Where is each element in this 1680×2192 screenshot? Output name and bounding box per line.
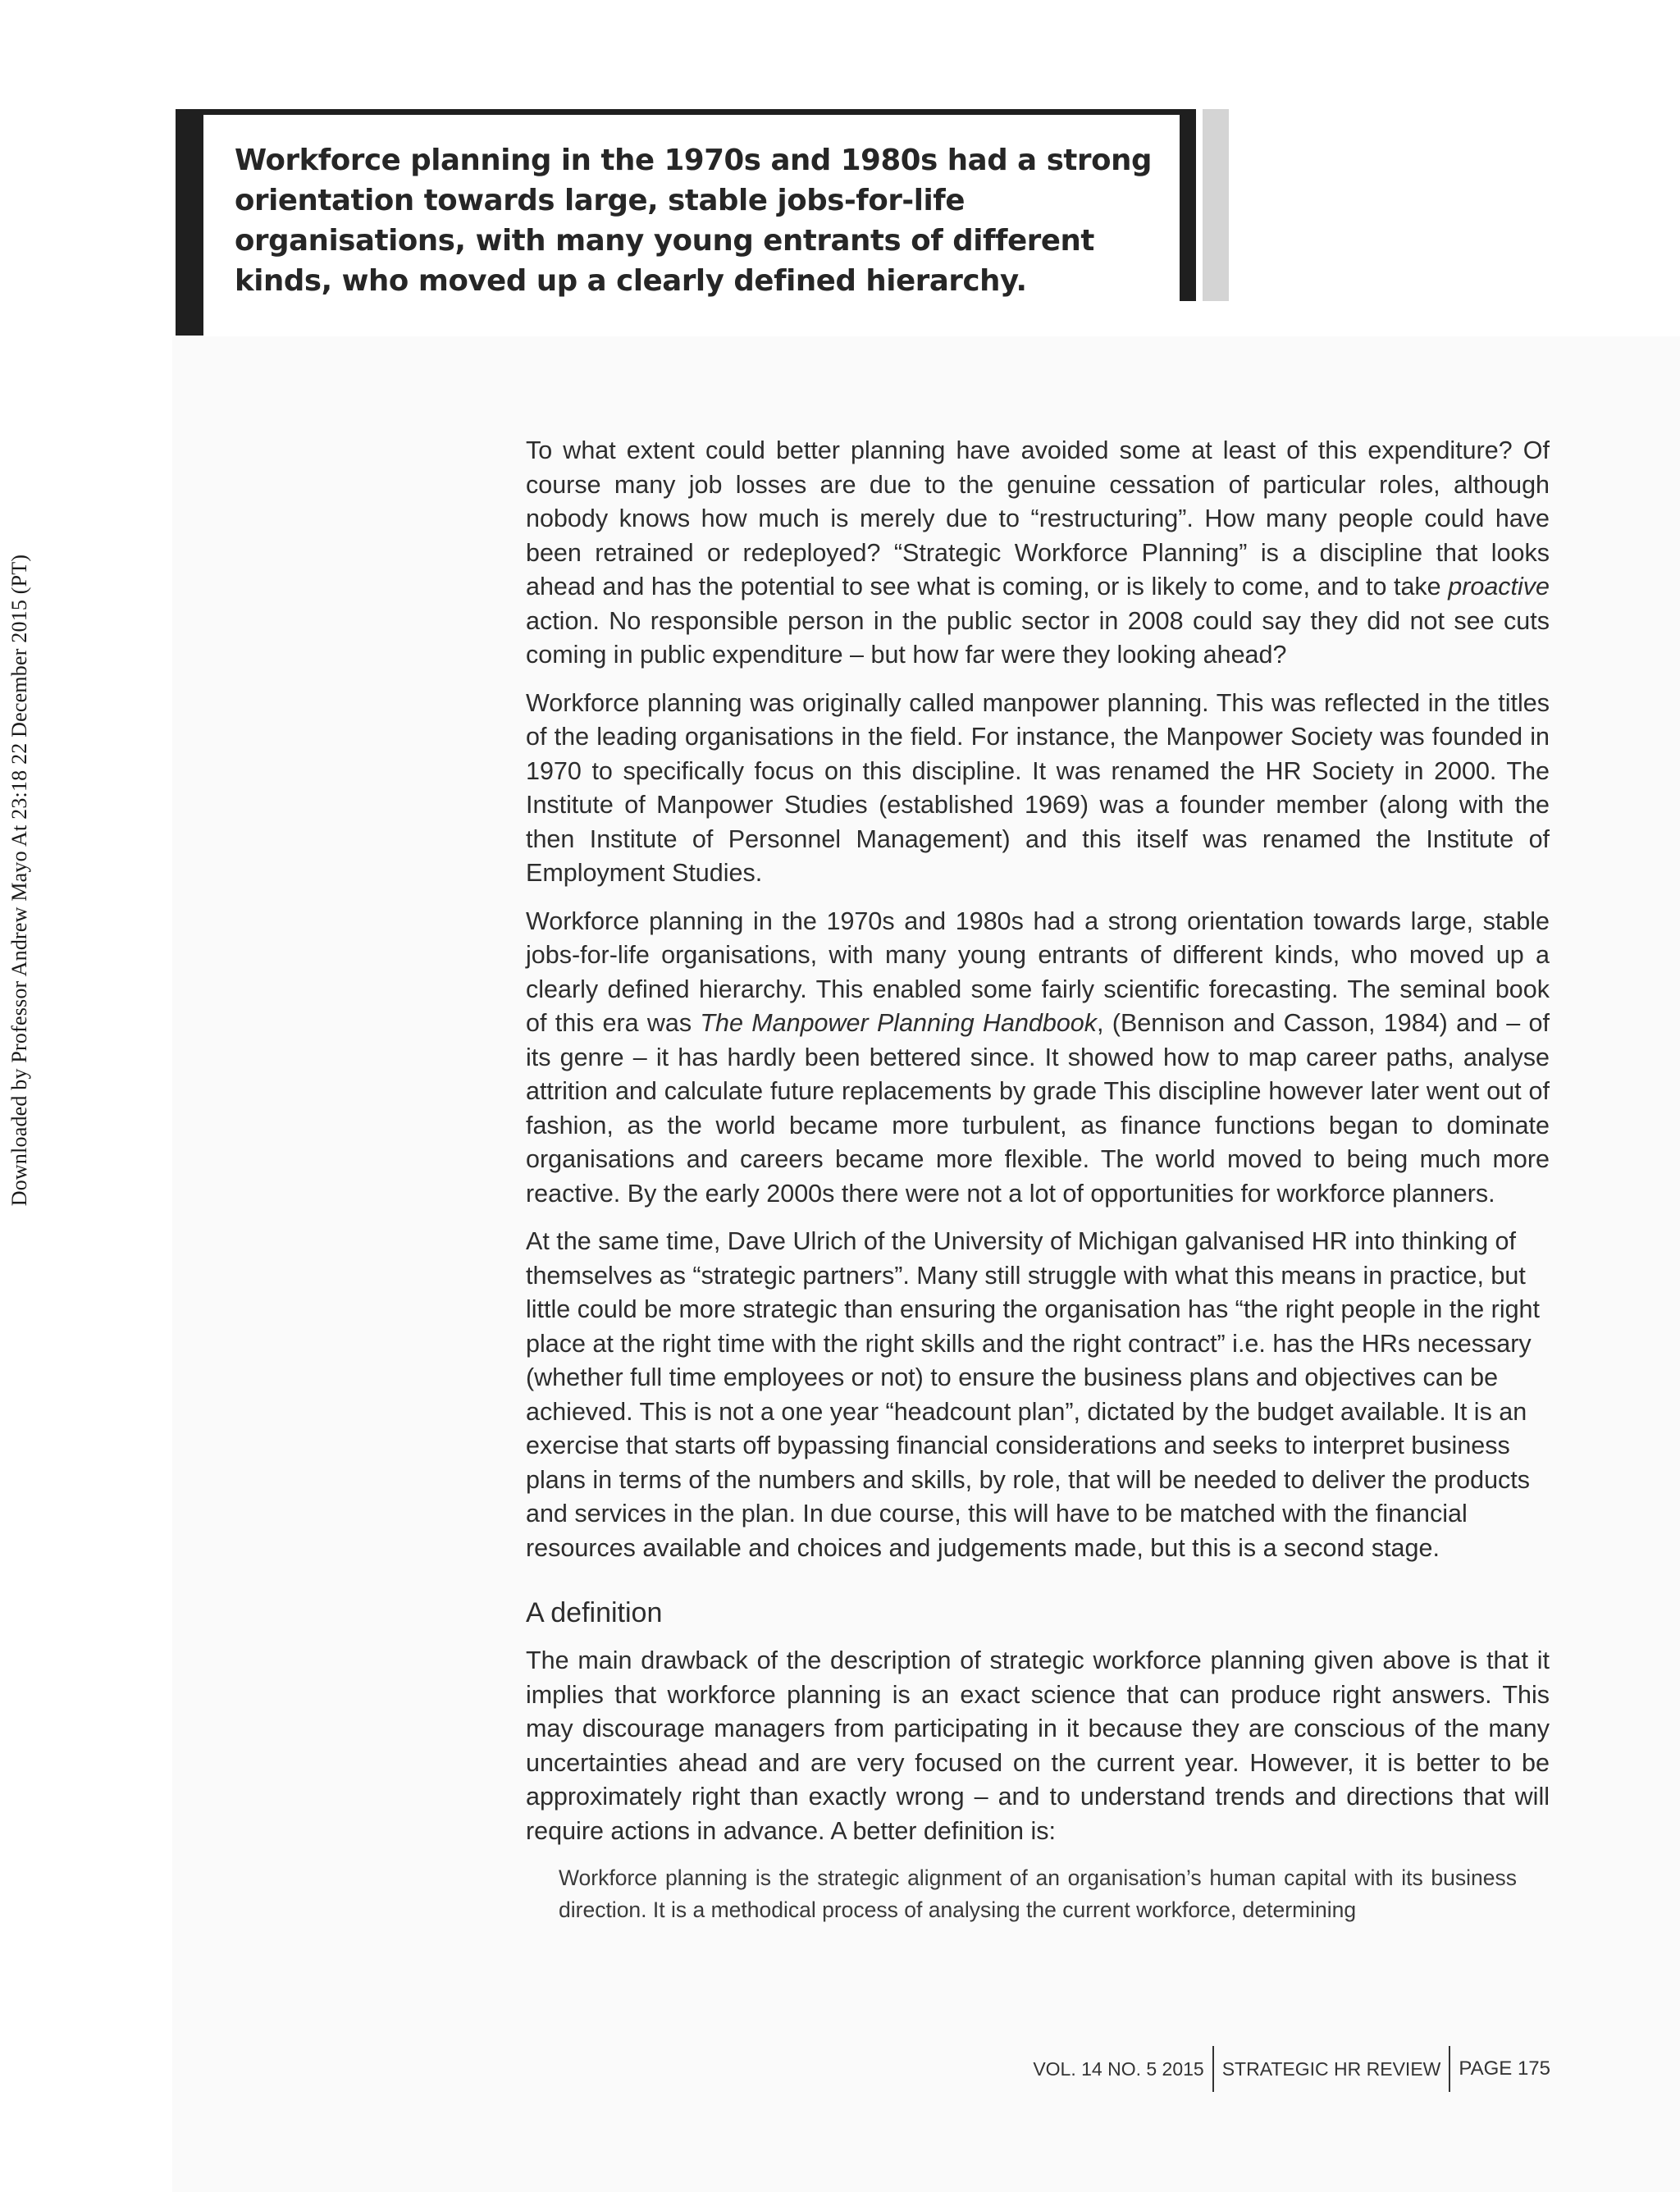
footer-journal: STRATEGIC HR REVIEW [1221, 2057, 1441, 2080]
paragraph-1 [526, 434, 1550, 673]
paragraph-1-text-a: To what extent could better planning have avoided some at least of this expenditure? Of course many job losses are due to the genuine cessation of particular roles, although nobody knows how much is merely due to “restructuring”. How many people could have been retrained or redeployed? “Strategic Workforce Planning” is a discipline that looks ahead and has the potential to see what is coming, or is likely to come, and to take [526, 436, 1550, 601]
pull-quote-shadow-bar [1203, 109, 1229, 301]
footer-page-number: PAGE 175 [1459, 2057, 1550, 2080]
paragraph-3-text-a: Workforce planning in the 1970s and 1980s had a strong orientation towards large, stable jobs-for-life organisations, with many young entrants of different kinds, who moved up a clearly defined hierarchy. This enabled some fairly scientific forecasting. The seminal book of this era was [526, 906, 1550, 1037]
paragraph-3 [526, 905, 1550, 1212]
download-watermark: Downloaded by Professor Andrew Mayo At 23:18 22 December 2015 (PT) [7, 554, 31, 1207]
paragraph-2: Workforce planning was originally called manpower planning. This was reflected in the titles of the leading organisations in the field. For instance, the Manpower Society was founded in 1970 to specifically focus on this discipline. It was renamed the HR Society in 2000. The Institute of Manpower Studies (established 1969) was a founder member (along with the then Institute of Personnel Management) and this itself was renamed the Institute of Employment Studies. [526, 688, 1550, 887]
footer-volume: VOL. 14 NO. 5 2015 [1033, 2057, 1204, 2080]
paragraph-4: At the same time, Dave Ulrich of the University of Michigan galvanised HR into thinking of themselves as “strategic partners”. Many still struggle with what this means in practice, but little could be more strategic than ensuring the organisation has “the right people in the right place at the right time with the right skills and the right contract” i.e. has the HRs necessary (whether full time employees or not) to ensure the business plans and objectives can be achieved. This is not a one year “headcount plan”, dictated by the budget available. It is an exercise that starts off bypassing financial considerations and seeks to interpret business plans in terms of the numbers and skills, by role, that will be needed to deliver the products and services in the plan. In due course, this will have to be matched with the financial resources available and choices and judgements made, but this is a second stage. [526, 1227, 1540, 1562]
book-title: The Manpower Planning Handbook [700, 1009, 1098, 1037]
pull-quote-top-bar [176, 109, 1180, 115]
page-footer [1033, 2048, 1550, 2089]
pull-quote-text: Workforce planning in the 1970s and 1980s had a strong orientation towards large, stable jobs-for-life organisations, with many young entrants of different kinds, who moved up a clearly defined hierarchy. [235, 144, 1152, 298]
paragraph-5: The main drawback of the description of strategic workforce planning given above is that it implies that workforce planning is an exact science that can produce right answers. This may discourage managers from participating in it because they are conscious of the many uncertainties ahead and are very focused on the current year. However, it is better to be approximately right than exactly wrong – and to understand trends and directions that will require actions in advance. A better definition is: [526, 1646, 1550, 1845]
definition-quote: Workforce planning is the strategic alignment of an organisation’s human capital with its business direction. It is a methodical process of analysing the current workforce, determining [559, 1865, 1517, 1922]
pull-quote-left-bar [176, 109, 203, 336]
article-body [526, 434, 1550, 1926]
footer-divider [1212, 2046, 1214, 2092]
pull-quote-right-bar [1180, 109, 1196, 301]
paragraph-1-emphasis: proactive [1448, 573, 1550, 601]
paragraph-1-text-b: action. No responsible person in the public sector in 2008 could say they did not see cuts coming in public expenditure – but how far were they looking ahead? [526, 606, 1550, 669]
section-heading: A definition [526, 1597, 663, 1628]
pull-quote-box [176, 109, 1234, 336]
footer-divider [1449, 2046, 1450, 2092]
paragraph-3-text-b: , (Bennison and Casson, 1984) and – of its genre – it has hardly been bettered since. It showed how to map career paths, analyse attrition and calculate future replacements by grade This discipline however later went out of fashion, as the world became more turbulent, as finance functions began to dominate organisations and careers became more flexible. The world moved to being much more reactive. By the early 2000s there were not a lot of opportunities for workforce planners. [526, 1009, 1550, 1208]
